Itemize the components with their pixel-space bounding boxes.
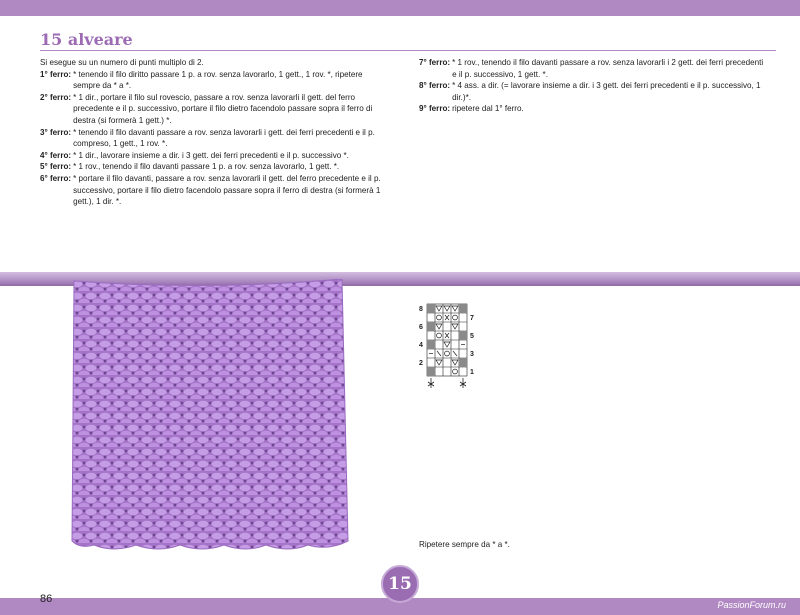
title-divider [40, 50, 776, 51]
page-title: 15 alveare [40, 30, 133, 49]
chart-row-number: 6 [419, 324, 423, 331]
row-text: * 1 rov., tenendo il filo davanti passare 1 p. a rov. senza lavorarlo, 1 gett. *. [73, 162, 340, 172]
row-label: 7° ferro: [419, 58, 451, 67]
row-text: * tenendo il filo diritto passare 1 p. a rov. senza lavorarlo, 1 gett., 1 rov. *, ripetere sempre da * a *. [73, 69, 363, 91]
chart-row-number: 1 [470, 369, 474, 376]
row-text: ripetere dal 1° ferro. [452, 104, 524, 114]
chart-row-number: 4 [419, 342, 423, 349]
row-label: 9° ferro: [419, 104, 451, 114]
row-label: 1° ferro: [40, 69, 72, 79]
row-instruction [40, 173, 385, 208]
instructions-left-column [40, 57, 385, 208]
row-text: * 1 dir., portare il filo sul rovescio, passare a rov. senza lavorarli il gett. del ferro precedente e il p. successivo, portare il filo dietro facendolo passare sopra il ferro di destra (si formerà 1 gett.) *. [73, 92, 373, 125]
row-text: * portare il filo davanti, passare a rov. senza lavorarli il gett. del ferro precedente e il p. successivo, portare il filo dietro facendolo passare sopra il ferro di destra (si formerà 1 gett.), 1 dir. *. [73, 173, 381, 207]
top-color-band [0, 0, 800, 16]
chart-row-number: 2 [419, 360, 423, 367]
row-label: 4° ferro: [40, 150, 72, 160]
row-text: * 1 dir., lavorare insieme a dir. i 3 gett. dei ferri precedenti e il p. successivo *. [73, 150, 349, 160]
row-instruction [419, 80, 764, 103]
row-label: 6° ferro: [40, 173, 72, 183]
chart-row-number: 3 [470, 351, 474, 358]
chart-row-number: 5 [470, 333, 474, 340]
row-instruction [40, 161, 385, 173]
intro-text: Si esegue su un numero di punti multiplo di 2. [40, 58, 204, 67]
chart-repeat-note: Ripetere sempre da * a *. [419, 540, 510, 549]
row-instruction [40, 69, 385, 92]
chart-row-number: 8 [419, 306, 423, 313]
page-number: 86 [40, 593, 53, 605]
row-label: 2° ferro: [40, 92, 72, 102]
row-instruction [40, 150, 385, 162]
row-text: * 4 ass. a dir. (= lavorare insieme a dir. i 3 gett. dei ferri precedenti e il p. successivo, 1 dir.)*. [452, 81, 761, 102]
pattern-number-badge: 15 [381, 565, 419, 603]
row-text: * 1 rov., tenendo il filo davanti passare a rov. senza lavorarli i 2 gett. dei ferri precedenti e il p. successivo, 1 gett. *. [452, 58, 764, 79]
row-label: 8° ferro: [419, 81, 451, 91]
row-instruction [419, 103, 764, 115]
row-instruction [40, 92, 385, 127]
watermark-text: PassionForum.ru [717, 600, 786, 610]
knitted-swatch-photo [70, 279, 350, 554]
row-label: 5° ferro: [40, 162, 72, 172]
row-label: 3° ferro: [40, 127, 72, 137]
row-instruction [40, 127, 385, 150]
row-instruction [419, 57, 764, 80]
chart-row-number: 7 [470, 315, 474, 322]
instructions-right-column [419, 57, 764, 115]
row-text: * tenendo il filo davanti passare a rov. senza lavorarli i gett. dei ferri precedenti e il p. compreso, 1 gett., 1 rov. *. [73, 127, 375, 149]
knitting-chart [418, 302, 482, 392]
